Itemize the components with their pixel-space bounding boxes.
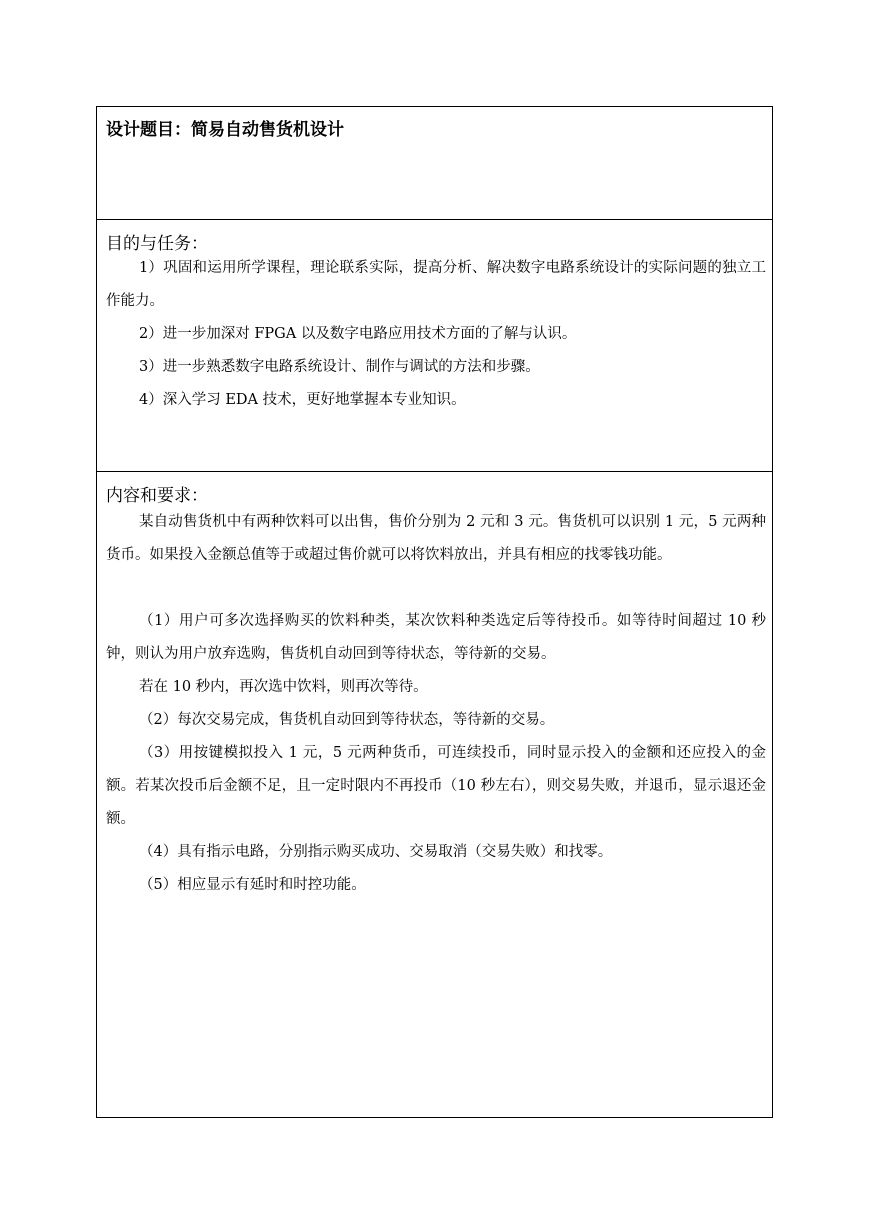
design-title-cell: [97, 107, 772, 220]
requirement-5: （5）相应显示有延时和时控功能。: [139, 877, 366, 893]
purpose-heading: 目的与任务：: [106, 234, 208, 254]
purpose-item-1: 1）巩固和运用所学课程，理论联系实际，提高分析、解决数字电路系统设计的实际问题的独立工作能力。: [106, 260, 766, 309]
purpose-item-4: 4）深入学习 EDA 技术，更好地掌握本专业知识。: [139, 392, 466, 408]
requirement-1: （1）用户可多次选择购买的饮料种类，某次饮料种类选定后等待投币。如等待时间超过 10 秒钟，则认为用户放弃选购，售货机自动回到等待状态，等待新的交易。: [106, 613, 766, 662]
assignment-form-table: [96, 106, 773, 1118]
requirement-3: （3）用按键模拟投入 1 元，5 元两种货币，可连续投币，同时显示投入的金额和还应投入的金额。若某次投币后金额不足，且一定时限内不再投币（10 秒左右），则交易失败，并退币，显示退还金额。: [106, 745, 766, 827]
design-title: 设计题目：简易自动售货机设计: [106, 120, 344, 140]
requirement-1-note: 若在 10 秒内，再次选中饮料，则再次等待。: [139, 679, 428, 695]
requirement-4: （4）具有指示电路，分别指示购买成功、交易取消（交易失败）和找零。: [139, 844, 613, 860]
purpose-item-3: 3）进一步熟悉数字电路系统设计、制作与调试的方法和步骤。: [139, 359, 540, 375]
content-intro: 某自动售货机中有两种饮料可以出售，售价分别为 2 元和 3 元。售货机可以识别 1 元，5 元两种货币。如果投入金额总值等于或超过售价就可以将饮料放出，并具有相应的找零钱功能。: [106, 514, 766, 563]
purpose-item-2: 2）进一步加深对 FPGA 以及数字电路应用技术方面的了解与认识。: [139, 326, 577, 342]
requirement-2: （2）每次交易完成，售货机自动回到等待状态，等待新的交易。: [139, 712, 555, 728]
content-heading: 内容和要求：: [106, 486, 208, 506]
purpose-and-tasks-cell: [97, 220, 772, 472]
content-and-requirements-cell: [97, 472, 772, 1117]
